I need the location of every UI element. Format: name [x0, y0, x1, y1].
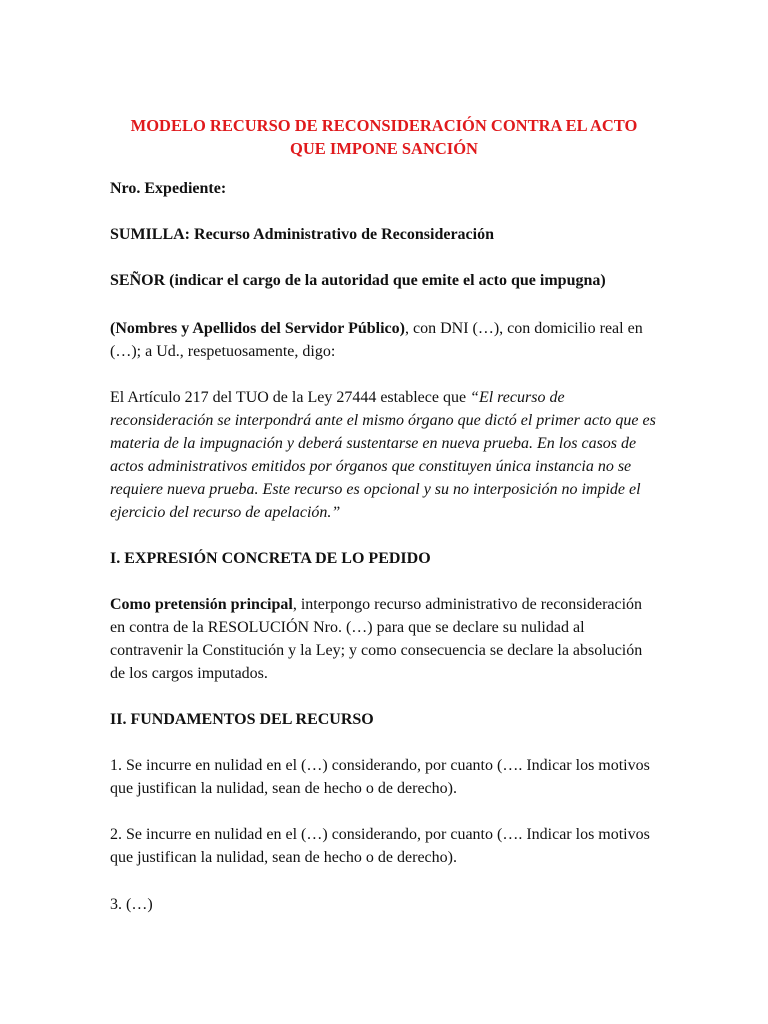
article-paragraph [110, 386, 658, 524]
ground-item-1: 1. Se incurre en nulidad en el (…) considerando, por cuanto (…. Indicar los motivos que justifican la nulidad, sean de hecho o de derecho). [110, 757, 650, 797]
article-quote: “El recurso de reconsideración se interpondrá ante el mismo órgano que dictó el primer acto que es materia de la impugnación y deberá sustentarse en nueva prueba. En los casos de actos administrativos emitidos por órganos que constituyen única instancia no se requiere nueva prueba. Este recurso es opcional y su no interposición no impide el ejercicio del recurso de apelación.” [110, 389, 656, 521]
section-1-paragraph [110, 593, 658, 685]
section-2-heading: II. FUNDAMENTOS DEL RECURSO [110, 711, 374, 728]
title-line-1: MODELO RECURSO DE RECONSIDERACIÓN CONTRA EL ACTO [130, 116, 638, 135]
main-claim-label: Como pretensión principal [110, 596, 293, 613]
ground-item-3: 3. (…) [110, 896, 153, 913]
main-claim-text: , interpongo recurso administrativo de reconsideración en contra de la RESOLUCIÓN Nro. (…) para que se declare su nulidad al contravenir la Constitución y la Ley; y como consecuencia se declare la absolución de los cargos imputados. [110, 596, 643, 682]
addressee-line: SEÑOR (indicar el cargo de la autoridad que emite el acto que impugna) [110, 272, 606, 289]
expediente-label: Nro. Expediente: [110, 180, 227, 197]
article-lead: El Artículo 217 del TUO de la Ley 27444 establece que [110, 389, 471, 406]
ground-item-2: 2. Se incurre en nulidad en el (…) considerando, por cuanto (…. Indicar los motivos que justifican la nulidad, sean de hecho o de derecho). [110, 826, 650, 866]
intro-paragraph [110, 317, 658, 363]
document-title [100, 114, 668, 160]
title-line-2: QUE IMPONE SANCIÓN [290, 139, 478, 158]
sumilla-line: SUMILLA: Recurso Administrativo de Reconsideración [110, 226, 494, 243]
intro-text: , con DNI (…), con domicilio real en (…); a Ud., respetuosamente, digo: [110, 320, 643, 360]
section-1-heading: I. EXPRESIÓN CONCRETA DE LO PEDIDO [110, 550, 431, 567]
servant-name-placeholder: (Nombres y Apellidos del Servidor Público) [110, 320, 405, 337]
